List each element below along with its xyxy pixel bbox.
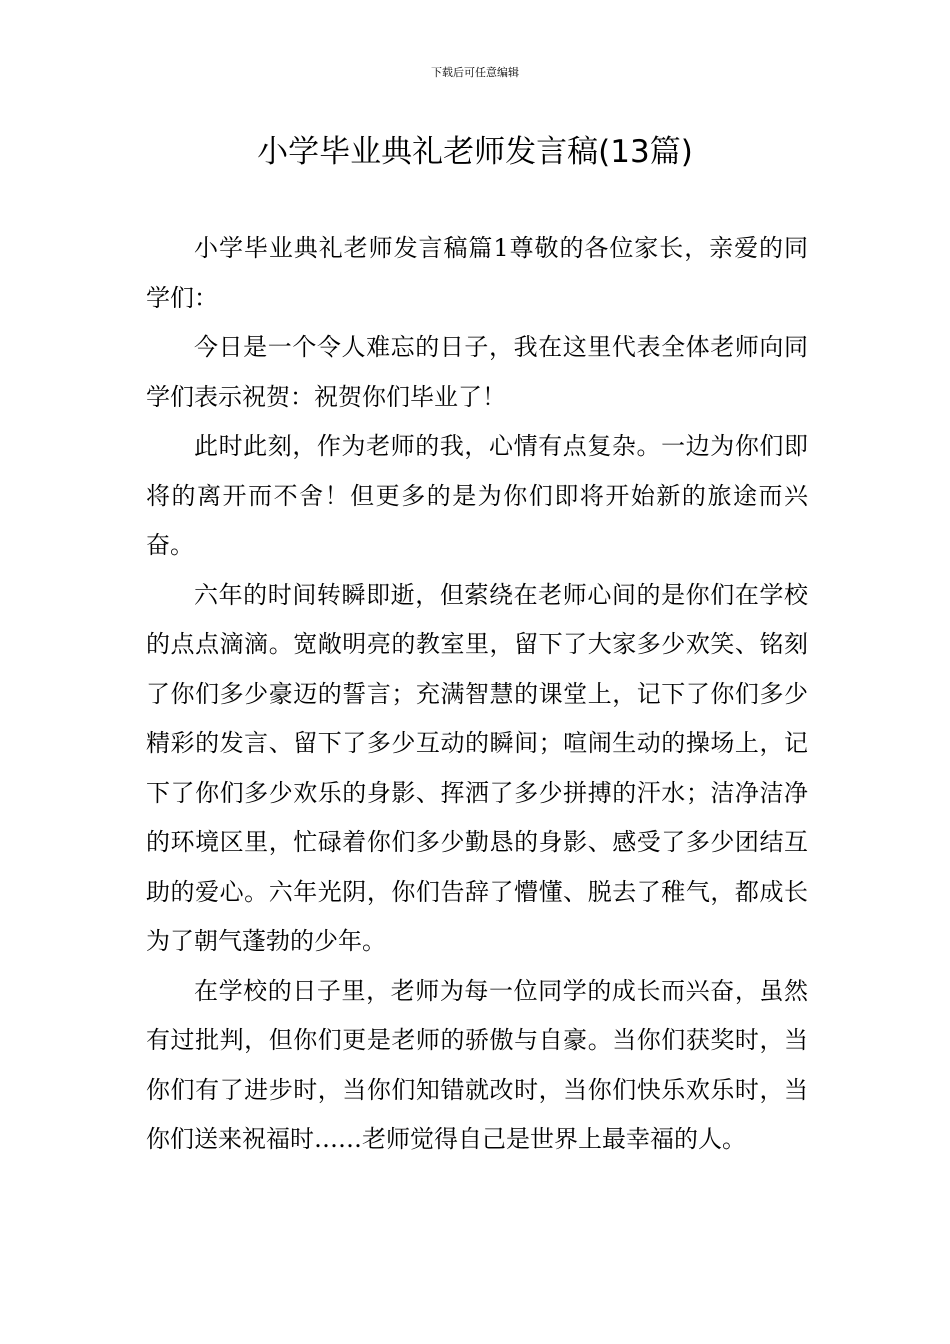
paragraph-1: 小学毕业典礼老师发言稿篇1尊敬的各位家长，亲爱的同学们： — [146, 234, 808, 312]
paragraph-4: 六年的时间转瞬即逝，但萦绕在老师心间的是你们在学校的点点滴滴。宽敞明亮的教室里，留下了大家多少欢笑、铭刻了你们多少豪迈的誓言；充满智慧的课堂上，记下了你们多少精彩的发言、留下了多少互动的瞬间；喧闹生动的操场上，记下了你们多少欢乐的身影、挥洒了多少拼搏的汗水；洁净洁净的环境区里，忙碌着你们多少勤恳的身影、感受了多少团结互助的爱心。六年光阴，你们告辞了懵懂、脱去了稚气，都成长为了朝气蓬勃的少年。 — [146, 580, 808, 955]
document-title: 小学毕业典礼老师发言稿(13篇) — [257, 134, 693, 170]
paragraph-5: 在学校的日子里，老师为每一位同学的成长而兴奋，虽然有过批判，但你们更是老师的骄傲与自豪。当你们获奖时，当你们有了进步时，当你们知错就改时，当你们快乐欢乐时，当你们送来祝福时……老师觉得自己是世界上最幸福的人。 — [146, 976, 808, 1153]
paragraph-3: 此时此刻，作为老师的我，心情有点复杂。一边为你们即将的离开而不舍！但更多的是为你们即将开始新的旅途而兴奋。 — [146, 432, 808, 559]
header-note: 下载后可任意编辑 — [431, 66, 519, 79]
document-body — [146, 224, 808, 1165]
paragraph-2: 今日是一个令人难忘的日子，我在这里代表全体老师向同学们表示祝贺：祝贺你们毕业了！ — [146, 333, 808, 411]
